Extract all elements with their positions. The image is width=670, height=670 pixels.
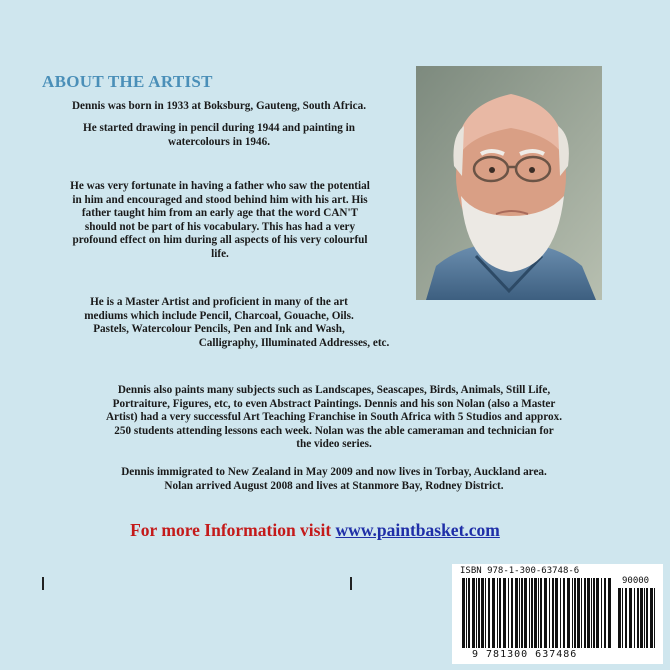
birth-paragraph	[34, 100, 404, 114]
father-line: in him and encouraged and stood behind him with his art. His	[72, 193, 368, 206]
subjects-paragraph	[34, 384, 634, 452]
subjects-line: Portraiture, Figures, etc, to even Abstract Paintings. Dennis and his son Nolan (also a Master	[112, 397, 556, 410]
birth-text: Dennis was born in 1933 at Boksburg, Gauteng, South Africa.	[71, 100, 367, 112]
barcode	[452, 564, 663, 664]
start-line-1: He started drawing in pencil during 1944 and painting in	[83, 122, 355, 134]
price-code: 90000	[622, 576, 650, 586]
paintbasket-link[interactable]: www.paintbasket.com	[335, 520, 500, 540]
immigration-line: Nolan arrived August 2008 and lives at Stanmore Bay, Rodney District.	[164, 479, 504, 492]
father-line: father taught him from an early age that the word CAN'T	[81, 207, 359, 220]
barcode-number: 9 781300 637486	[472, 649, 578, 660]
start-line-2: watercolours in 1946.	[167, 135, 271, 148]
father-line: should not be part of his vocabulary. This has had a very	[84, 220, 356, 233]
isbn-text: ISBN 978-1-300-63748-6	[460, 566, 580, 576]
father-paragraph	[34, 180, 406, 262]
more-info-line	[0, 520, 630, 541]
immigration-line: Dennis immigrated to New Zealand in May 2009 and now lives in Torbay, Auckland area.	[121, 466, 547, 478]
mediums-line: Pastels, Watercolour Pencils, Pen and Ink and Wash,	[93, 323, 345, 336]
barcode-main-bars	[462, 578, 612, 648]
mediums-line: Calligraphy, Illuminated Addresses, etc.	[198, 336, 390, 349]
immigration-paragraph	[34, 466, 634, 493]
barcode-addon-bars	[618, 588, 658, 648]
mediums-paragraph	[34, 296, 404, 350]
spine-mark	[350, 577, 352, 590]
mediums-line: He is a Master Artist and proficient in many of the art	[90, 296, 348, 308]
more-info-text: For more Information visit	[130, 520, 332, 540]
mediums-line: mediums which include Pencil, Charcoal, Gouache, Oils.	[84, 309, 354, 322]
spine-mark	[42, 577, 44, 590]
subjects-line: Artist) had a very successful Art Teaching Franchise in South Africa with 5 Studios and approx.	[105, 411, 563, 424]
father-line: profound effect on him during all aspects of his very colourful	[72, 234, 368, 247]
subjects-line: Dennis also paints many subjects such as Landscapes, Seascapes, Birds, Animals, Still Life,	[117, 384, 551, 396]
father-line: life.	[211, 247, 229, 260]
subjects-line: 250 students attending lessons each week. Nolan was the able cameraman and technician for	[114, 424, 554, 437]
artist-photo	[416, 66, 602, 300]
start-paragraph	[34, 122, 404, 149]
page-title: ABOUT THE ARTIST	[42, 72, 213, 91]
subjects-line: the video series.	[296, 438, 372, 451]
father-line: He was very fortunate in having a father who saw the potential	[70, 180, 370, 192]
